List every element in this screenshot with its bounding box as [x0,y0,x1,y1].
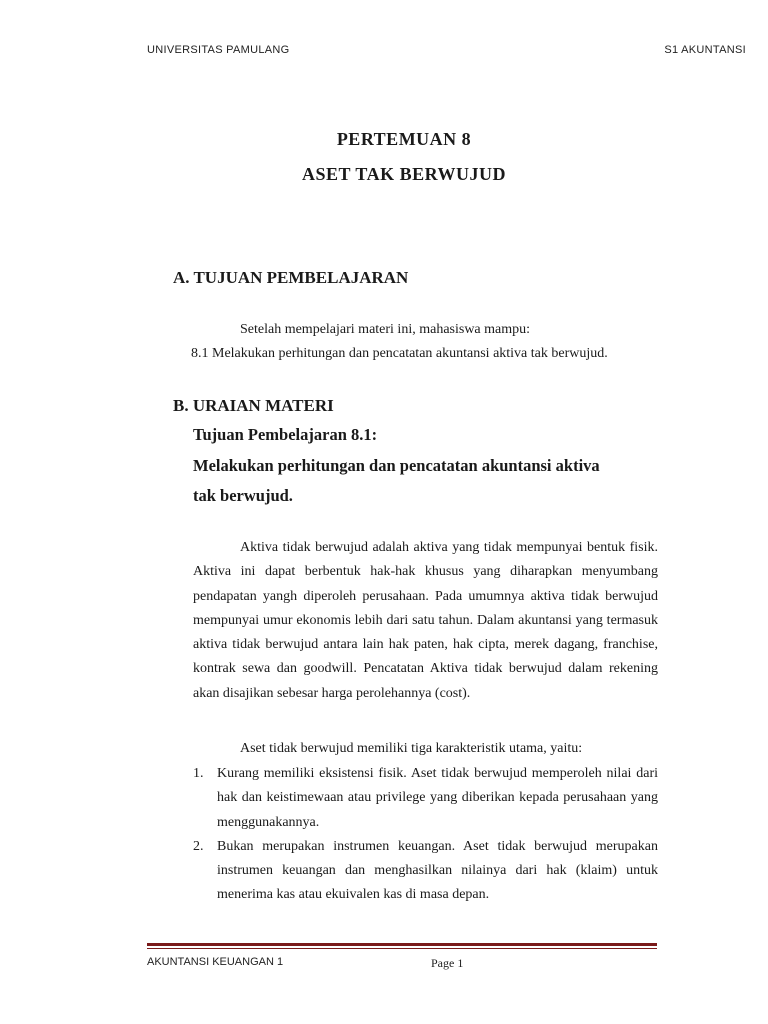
topic-title: ASET TAK BERWUJUD [302,164,506,184]
learning-objective-label: Tujuan Pembelajaran 8.1: [193,425,378,444]
characteristics-list [193,762,658,908]
learning-objective-text: Melakukan perhitungan dan pencatatan akuntansi aktiva [193,456,600,475]
learning-objective-text-cont: tak berwujud. [193,486,293,505]
page-number: Page 1 [431,956,464,970]
list-item-number: 1. [193,766,204,781]
paragraph-definition [193,536,658,706]
header-program: S1 AKUNTANSI [664,44,746,56]
paragraph-definition-text: Aktiva tidak berwujud adalah aktiva yang tidak mempunyai bentuk fisik. Aktiva ini dapat berbentuk hak-hak khusus yang diharapkan menyumbang pendapatan yangh diperoleh perusahaan. Pada umumnya aktiva tidak berwujud mempunyai umur ekonomis lebih dari satu tahun. Dalam akuntansi yang termasuk aktiva tidak berwujud antara lain hak paten, hak cipta, merek dagang, franchise, kontrak sewa dan goodwill. Pencatatan Aktiva tidak berwujud dalam rekening akan disajikan sebesar harga perolehannya (cost). [193,540,658,701]
paragraph-characteristics-intro: Aset tidak berwujud memiliki tiga karakteristik utama, yaitu: [240,741,583,756]
section-b-heading: B. URAIAN MATERI [173,396,334,415]
footer-rule-thick [147,943,657,946]
list-item [193,835,658,908]
list-item [193,762,658,835]
objective-item: 8.1 Melakukan perhitungan dan pencatatan akuntansi aktiva tak berwujud. [191,346,608,361]
list-item-number: 2. [193,838,204,854]
list-item-text: Kurang memiliki eksistensi fisik. Aset tidak berwujud memperoleh nilai dari hak dan keistimewaan atau privilege yang diberikan kepada perusahaan yang menggunakannya. [217,766,658,830]
header-university: UNIVERSITAS PAMULANG [147,44,290,56]
footer-rule-thin [147,948,657,949]
meeting-title: PERTEMUAN 8 [336,129,472,149]
footer-course: AKUNTANSI KEUANGAN 1 [147,956,284,968]
section-a-heading: A. TUJUAN PEMBELAJARAN [173,268,409,287]
list-item-text: Bukan merupakan instrumen keuangan. Aset tidak berwujud merupakan instrumen keuangan dan menghasilkan nilainya dari hak (klaim) untuk menerima kas atau ekuivalen kas di masa depan. [217,838,658,903]
objective-intro: Setelah mempelajari materi ini, mahasiswa mampu: [240,322,531,337]
